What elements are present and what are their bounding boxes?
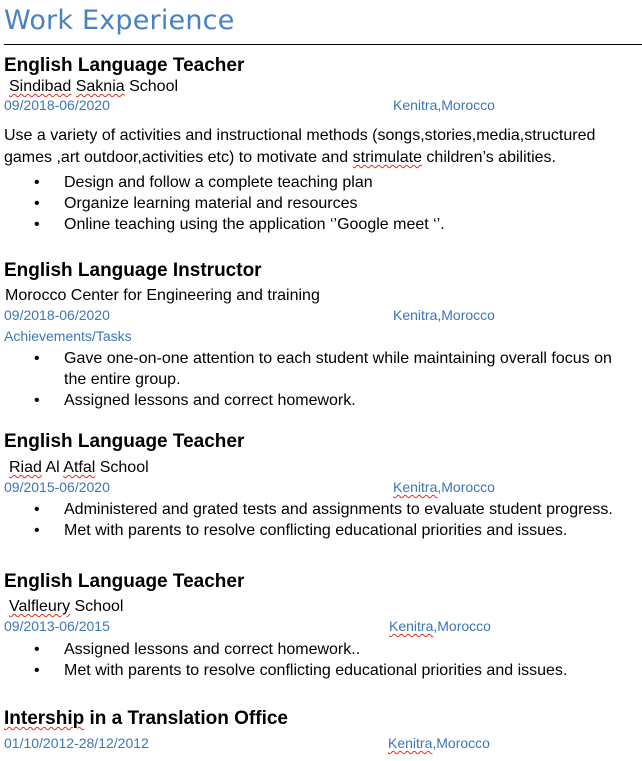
duty-item: • Gave one-on-one attention to each student while maintaining overall focus on the entire group. [0,348,642,390]
job-title: English Language Teacher [4,55,245,76]
duty-item: • Design and follow a complete teaching plan [0,172,642,193]
employment-dates: 09/2013-06/2015 [4,618,110,634]
duties-list [0,172,642,235]
text-run: Morocco Center for Engineering and training [5,287,320,304]
duty-item: • Assigned lessons and correct homework.. [0,639,642,660]
employment-dates: 09/2015-06/2020 [4,479,110,495]
spellcheck-flagged-word: Saknia [75,78,125,95]
text-run: ,Morocco [432,735,490,751]
duty-item: • Online teaching using the application ‘’Google meet ‘’. [0,214,642,235]
section-title: Work Experience [4,5,235,36]
duty-item: • Administered and grated tests and assignments to evaluate student progress. [0,499,642,520]
text-run: School [70,598,124,615]
text-run: Kenitra,Morocco [393,97,495,113]
text-run: Kenitra,Morocco [393,307,495,323]
duty-item: • Assigned lessons and correct homework. [0,390,642,411]
employment-dates: 09/2018-06/2020 [4,97,110,113]
section-divider [4,44,642,45]
spellcheck-flagged-word: Kenitra [388,735,433,751]
job-title: English Language Teacher [4,571,245,592]
job-title [4,708,288,730]
spellcheck-flagged-word: Sindibad [9,78,72,95]
text-run: School [124,78,179,95]
text-run: children’s abilities. [421,149,556,166]
job-location [389,618,491,634]
spellcheck-flagged-word: Intership [4,708,85,729]
text-run: in a Translation Office [84,708,289,729]
spellcheck-flagged-word: Atfal [63,459,96,476]
job-summary [4,125,638,169]
duties-list [0,348,642,411]
duties-list [0,499,642,541]
job-location [393,479,495,495]
employment-dates: 01/10/2012-28/12/2012 [4,735,149,751]
text-run: Use a variety of activities and instructional methods (songs,stories,media,structured games ,art outdoor,activities etc) to motivate and [4,127,596,166]
text-run: ,Morocco [437,479,495,495]
employment-dates: 09/2018-06/2020 [4,307,110,323]
spellcheck-flagged-word: strimulate [352,149,422,166]
text-run: Al [41,459,64,476]
employer-name [9,458,149,477]
duties-list [0,639,642,681]
job-location [393,97,495,113]
job-title: English Language Instructor [4,260,262,281]
job-location [393,307,495,323]
duty-item: • Met with parents to resolve conflicting educational priorities and issues. [0,660,642,681]
spellcheck-flagged-word: Kenitra [389,618,434,634]
spellcheck-flagged-word: Kenitra [393,479,438,495]
spellcheck-flagged-word: Valfleury [9,598,71,615]
employer-name [9,77,178,96]
employer-name [9,597,123,616]
job-location [388,735,490,751]
text-run: ,Morocco [433,618,491,634]
duty-item: • Organize learning material and resources [0,193,642,214]
duty-item: • Met with parents to resolve conflicting educational priorities and issues. [0,520,642,541]
job-title: English Language Teacher [4,431,245,452]
spellcheck-flagged-word: Riad [9,459,42,476]
employer-name [5,286,320,305]
text-run: School [95,459,149,476]
achievements-heading: Achievements/Tasks [4,328,132,344]
